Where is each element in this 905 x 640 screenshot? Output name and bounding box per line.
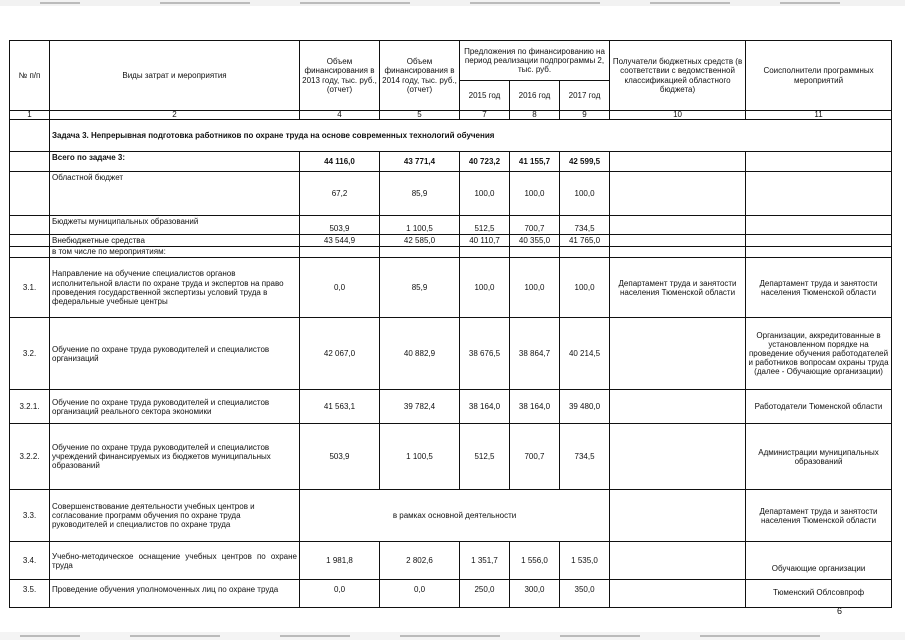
value-2017: 1 535,0 [560, 542, 610, 580]
summary-row-municipal [10, 216, 892, 235]
task-title-row [10, 120, 892, 152]
measure-num: 3.2. [10, 318, 50, 390]
value-2013: 0,0 [300, 580, 380, 608]
index-cell: 1 [10, 111, 50, 120]
value-2015: 100,0 [460, 172, 510, 216]
value-2013: 1 981,8 [300, 542, 380, 580]
summary-label: Внебюджетные средства [50, 235, 300, 247]
coexecutor: Организации, аккредитованные в установленном порядке на проведение обучения работодателей и работников вопросам охраны труда (далее - Обучающие организации) [746, 318, 892, 390]
summary-row-regional [10, 172, 892, 216]
index-cell: 4 [300, 111, 380, 120]
value-2016: 100,0 [510, 258, 560, 318]
measure-num: 3.3. [10, 490, 50, 542]
value-2016: 100,0 [510, 172, 560, 216]
index-cell: 7 [460, 111, 510, 120]
value-2015: 40 723,2 [460, 152, 510, 172]
coexecutor: Тюменский Облсовпроф [746, 580, 892, 608]
recipient [610, 580, 746, 608]
recipient [610, 490, 746, 542]
value-2015: 512,5 [460, 424, 510, 490]
summary-label: Бюджеты муниципальных образований [50, 216, 300, 235]
coexecutor: Департамент труда и занятости населения Тюменской области [746, 490, 892, 542]
measure-num: 3.4. [10, 542, 50, 580]
index-cell: 10 [610, 111, 746, 120]
value-2014: 85,9 [380, 172, 460, 216]
measure-num: 3.1. [10, 258, 50, 318]
summary-label: Областной бюджет [50, 172, 300, 216]
value-2014: 40 882,9 [380, 318, 460, 390]
value-2016: 700,7 [510, 216, 560, 235]
value-2016: 38 864,7 [510, 318, 560, 390]
index-cell: 9 [560, 111, 610, 120]
value-2017: 350,0 [560, 580, 610, 608]
table-row [10, 258, 892, 318]
value-2013: 42 067,0 [300, 318, 380, 390]
value-2014: 2 802,6 [380, 542, 460, 580]
value-2013: 67,2 [300, 172, 380, 216]
value-2017: 100,0 [560, 258, 610, 318]
value-2016: 700,7 [510, 424, 560, 490]
value-2016: 40 355,0 [510, 235, 560, 247]
value-2017: 41 765,0 [560, 235, 610, 247]
index-cell: 2 [50, 111, 300, 120]
value-2014: 42 585,0 [380, 235, 460, 247]
recipient [610, 318, 746, 390]
coexecutor: Администрации муниципальных образований [746, 424, 892, 490]
header-2013: Объем финансирования в 2013 году, тыс. руб., (отчет) [300, 41, 380, 111]
merged-note: в рамках основной деятельности [300, 490, 610, 542]
including-label: в том числе по мероприятиям: [50, 247, 300, 258]
measure-text: Обучение по охране труда руководителей и специалистов организаций реального сектора экономики [50, 390, 300, 424]
value-2016: 41 155,7 [510, 152, 560, 172]
value-2017: 40 214,5 [560, 318, 610, 390]
value-2014: 43 771,4 [380, 152, 460, 172]
measure-num: 3.2.2. [10, 424, 50, 490]
index-cell: 11 [746, 111, 892, 120]
value-2014: 85,9 [380, 258, 460, 318]
value-2014: 1 100,5 [380, 216, 460, 235]
value-2013: 41 563,1 [300, 390, 380, 424]
value-2015: 1 351,7 [460, 542, 510, 580]
value-2017: 100,0 [560, 172, 610, 216]
value-2013: 43 544,9 [300, 235, 380, 247]
header-2017: 2017 год [560, 81, 610, 111]
measure-num: 3.5. [10, 580, 50, 608]
value-2015: 40 110,7 [460, 235, 510, 247]
value-2014: 0,0 [380, 580, 460, 608]
header-2015: 2015 год [460, 81, 510, 111]
value-2016: 300,0 [510, 580, 560, 608]
measure-text: Обучение по охране труда руководителей и специалистов организаций [50, 318, 300, 390]
value-2015: 38 164,0 [460, 390, 510, 424]
table-header-row [10, 41, 892, 81]
coexecutor: Обучающие организации [746, 542, 892, 580]
coexecutor: Департамент труда и занятости населения Тюменской области [746, 258, 892, 318]
financing-table [9, 40, 892, 608]
recipient: Департамент труда и занятости населения Тюменской области [610, 258, 746, 318]
scan-edge-bottom [0, 632, 905, 640]
measure-num: 3.2.1. [10, 390, 50, 424]
measure-text: Учебно-методическое оснащение учебных центров по охране труда [50, 542, 300, 580]
value-2014: 1 100,5 [380, 424, 460, 490]
value-2015: 100,0 [460, 258, 510, 318]
measure-text: Обучение по охране труда руководителей и специалистов учреждений финансируемых из бюджетов муниципальных образований [50, 424, 300, 490]
value-2013: 44 116,0 [300, 152, 380, 172]
page-number: 6 [837, 606, 843, 616]
summary-row-total [10, 152, 892, 172]
index-cell: 5 [380, 111, 460, 120]
value-2015: 250,0 [460, 580, 510, 608]
header-2014: Объем финансирования в 2014 году, тыс. руб., (отчет) [380, 41, 460, 111]
header-proposals: Предложения по финансированию на период реализации подпрограммы 2, тыс. руб. [460, 41, 610, 81]
table-row [10, 490, 892, 542]
value-2015: 512,5 [460, 216, 510, 235]
table-row [10, 580, 892, 608]
value-2016: 38 164,0 [510, 390, 560, 424]
recipient [610, 542, 746, 580]
value-2015: 38 676,5 [460, 318, 510, 390]
task-title: Задача 3. Непрерывная подготовка работников по охране труда на основе современных технологий обучения [50, 120, 892, 152]
header-2016: 2016 год [510, 81, 560, 111]
index-cell: 8 [510, 111, 560, 120]
recipient [610, 424, 746, 490]
table-row [10, 318, 892, 390]
value-2013: 503,9 [300, 424, 380, 490]
table-row [10, 542, 892, 580]
value-2017: 734,5 [560, 424, 610, 490]
coexecutor: Работодатели Тюменской области [746, 390, 892, 424]
header-num: № п/п [10, 41, 50, 111]
summary-label: Всего по задаче 3: [50, 152, 300, 172]
value-2017: 734,5 [560, 216, 610, 235]
recipient [610, 390, 746, 424]
value-2016: 1 556,0 [510, 542, 560, 580]
value-2013: 0,0 [300, 258, 380, 318]
value-2013: 503,9 [300, 216, 380, 235]
header-types: Виды затрат и мероприятия [50, 41, 300, 111]
measure-text: Направление на обучение специалистов органов исполнительной власти по охране труда и экспертов на право проведения государственной экспертизы условий труда в федеральные учебные центры [50, 258, 300, 318]
measure-text: Совершенствование деятельности учебных центров и согласование программ обучения по охране труда руководителей и специалистов по охране труда [50, 490, 300, 542]
measure-text: Проведение обучения уполномоченных лиц по охране труда [50, 580, 300, 608]
including-row [10, 247, 892, 258]
value-2014: 39 782,4 [380, 390, 460, 424]
table-row [10, 424, 892, 490]
table-row [10, 390, 892, 424]
value-2017: 42 599,5 [560, 152, 610, 172]
scan-edge-top [0, 0, 905, 6]
index-row [10, 111, 892, 120]
value-2017: 39 480,0 [560, 390, 610, 424]
header-recipients: Получатели бюджетных средств (в соответствии с ведомственной классификацией областного бюджета) [610, 41, 746, 111]
header-coexec: Соисполнители программных мероприятий [746, 41, 892, 111]
summary-row-extrabudget [10, 235, 892, 247]
